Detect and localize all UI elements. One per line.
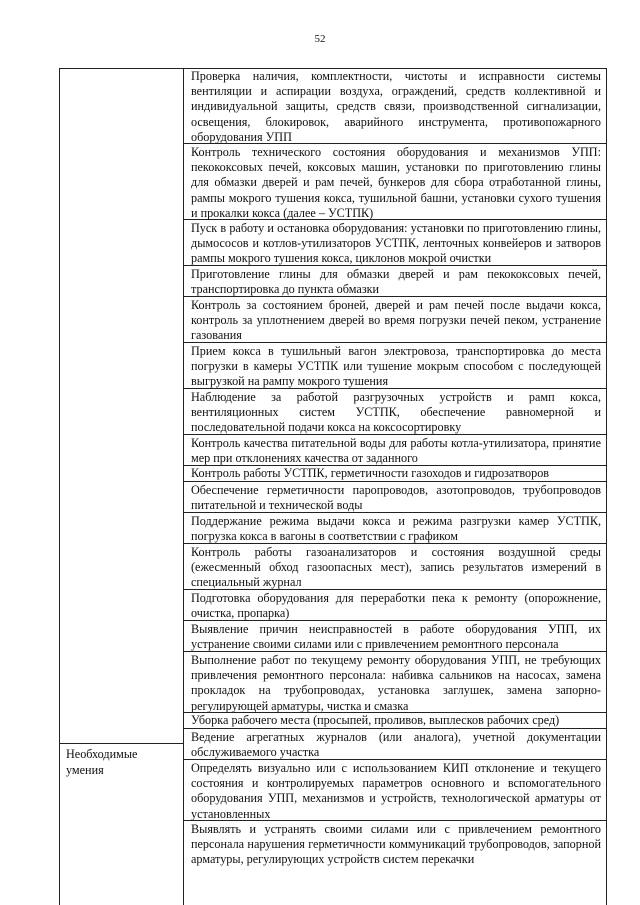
table-row: Проверка наличия, комплектности, чистоты и исправности системы вентиляции и аспирации воздуха, ограждений, средств коллективной и индивидуальной защиты, средств связи, производственной сигнализации, освещения, блокировок, аварийного инструмента, противопожарного оборудования УПП [184, 68, 607, 144]
table-row: Выявлять и устранять своими силами или с привлечением ремонтного персонала нарушения герметичности коммуникаций трубопроводов, запорной арматуры, регулирующих устройств систем перекачки [191, 822, 601, 867]
table-row: Выявление причин неисправностей в работе оборудования УПП, их устранение своими силами или с привлечением ремонтного персонала [184, 621, 607, 652]
table-row: Прием кокса в тушильный вагон электровоза, транспортировка до места погрузки в камеры УСТПК или тушение мокрым способом с последующей выгрузкой на рампу мокрого тушения [184, 343, 607, 389]
table-row: Контроль за состоянием броней, дверей и рам печей после выдачи кокса, контроль за уплотнением дверей во время погрузки печей пеком, устранение газования [184, 297, 607, 343]
left-column-row-divider [59, 743, 184, 744]
section-label-skills: Необходимые умения [66, 747, 138, 777]
table-row: Поддержание режима выдачи кокса и режима разгрузки камер УСТПК, погрузка кокса в вагоны в соответствии с графиком [184, 513, 607, 544]
table-row: Контроль технического состояния оборудования и механизмов УПП: пекококсовых печей, коксовых машин, установки по приготовлению глины для обмазки дверей и рам печей, бункеров для сбора отработанной глины, рампы мокрого тушения кокса, тушильной башни, установки сухого тушения и прокалки кокса (далее – УСТПК) [184, 144, 607, 220]
table-row: Пуск в работу и остановка оборудования: установки по приготовлению глины, дымососов и котлов-утилизаторов УСТПК, ленточных конвейеров и затворов рампы мокрого тушения кокса, циклонов мокрой очистки [184, 220, 607, 266]
table-row: Ведение агрегатных журналов (или аналога), учетной документации обслуживаемого участка [184, 729, 607, 760]
table-row: Подготовка оборудования для переработки пека к ремонту (опорожнение, очистка, пропарка) [184, 590, 607, 621]
table-rows [184, 68, 607, 877]
table-row: Контроль качества питательной воды для работы котла-утилизатора, принятие мер при отклонениях качества от заданного [184, 435, 607, 466]
table-row: Наблюдение за работой разгрузочных устройств и рамп кокса, вентиляционных систем УСТПК, обеспечение равномерной и последовательной подачи кокса на коксосортировку [184, 389, 607, 435]
table-row: Контроль работы УСТПК, герметичности газоходов и гидрозатворов [184, 466, 607, 482]
table-row: Определять визуально или с использованием КИП отклонение и текущего состояния и контролируемых параметров основного и вспомогательного оборудования УПП, механизмов и устройств, технологической арматуры от установленных [184, 760, 607, 821]
table-row: Выполнение работ по текущему ремонту оборудования УПП, не требующих привлечения ремонтного персонала: набивка сальников на насосах, замена прокладок на трубопроводах, установка заглушек, замена запорно-регулирующей арматуры, чистка и смазка [184, 652, 607, 713]
table-row: Приготовление глины для обмазки дверей и рам пекококсовых печей, транспортировка до пункта обмазки [184, 266, 607, 297]
table-row: Уборка рабочего места (просыпей, проливов, выплесков рабочих сред) [184, 713, 607, 729]
page-number: 52 [314, 33, 326, 45]
table-row: Обеспечение герметичности паропроводов, азотопроводов, трубопроводов питательной и технической воды [184, 482, 607, 513]
table-row: Контроль работы газоанализаторов и состояния воздушной среды (ежесменный обход газоопасных мест), запись результатов измерений в специальный журнал [184, 544, 607, 590]
